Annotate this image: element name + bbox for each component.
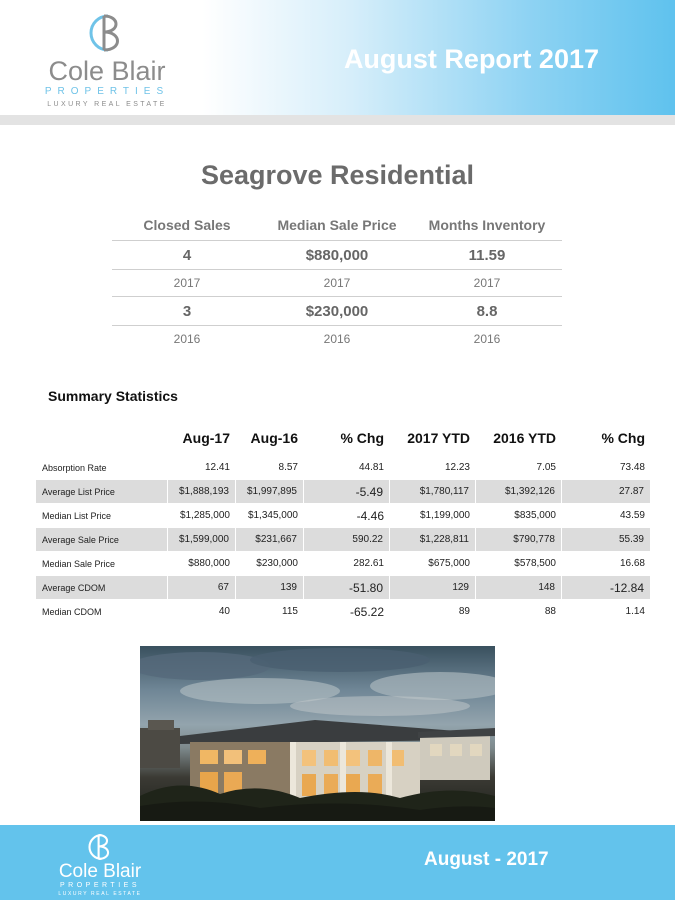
table-cell: $1,392,126 bbox=[476, 480, 562, 503]
kpi-value: 11.59 bbox=[412, 241, 562, 270]
table-cell: $1,599,000 bbox=[168, 528, 236, 551]
table-cell: $835,000 bbox=[514, 510, 556, 521]
table-cell: -65.22 bbox=[349, 604, 384, 619]
table-cell: 43.59 bbox=[619, 510, 645, 521]
table-cell: 44.81 bbox=[358, 462, 384, 473]
table-cell: $1,199,000 bbox=[419, 510, 470, 521]
page-header bbox=[0, 0, 675, 115]
table-cell: 1.14 bbox=[625, 606, 645, 617]
cb-monogram-icon bbox=[86, 12, 126, 54]
table-cell: $790,778 bbox=[476, 528, 562, 551]
table-row bbox=[36, 576, 651, 599]
table-cell: 590.22 bbox=[304, 528, 390, 551]
kpi-value: 8.8 bbox=[412, 297, 562, 326]
row-label: Absorption Rate bbox=[42, 462, 107, 473]
key-metrics-table bbox=[112, 210, 562, 352]
column-header: % Chg bbox=[601, 430, 645, 446]
column-header bbox=[36, 421, 168, 455]
footer-logo-subtagline: LUXURY REAL ESTATE bbox=[58, 891, 142, 897]
kpi-year: 2016 bbox=[323, 332, 351, 346]
table-cell: $1,997,895 bbox=[236, 480, 304, 503]
kpi-year: 2017 bbox=[262, 270, 412, 297]
table-cell: 12.41 bbox=[204, 462, 230, 473]
table-cell: 7.05 bbox=[536, 462, 556, 473]
table-cell: 139 bbox=[236, 576, 304, 599]
kpi-header: Closed Sales bbox=[112, 210, 262, 241]
row-label: Median CDOM bbox=[42, 606, 102, 617]
column-header: 2017 YTD bbox=[407, 430, 470, 446]
luxury-home-illustration bbox=[140, 646, 495, 821]
table-cell: 282.61 bbox=[353, 558, 384, 569]
row-label: Average CDOM bbox=[36, 576, 168, 599]
table-row bbox=[36, 552, 651, 575]
table-cell: $1,780,117 bbox=[390, 480, 476, 503]
kpi-year: 2016 bbox=[473, 332, 501, 346]
kpi-year: 2016 bbox=[173, 332, 201, 346]
column-header: 2016 YTD bbox=[493, 430, 556, 446]
table-cell: 40 bbox=[218, 606, 230, 617]
column-header: Aug-17 bbox=[182, 430, 230, 446]
row-label: Median List Price bbox=[42, 510, 112, 521]
table-cell: 129 bbox=[390, 576, 476, 599]
table-cell: 67 bbox=[168, 576, 236, 599]
footer-logo-name: Cole Blair bbox=[58, 861, 142, 882]
header-divider bbox=[0, 115, 675, 125]
table-cell: $230,000 bbox=[256, 558, 298, 569]
table-cell: 148 bbox=[476, 576, 562, 599]
table-row bbox=[36, 480, 651, 503]
column-header: Aug-16 bbox=[250, 430, 298, 446]
table-cell: -12.84 bbox=[562, 576, 651, 599]
row-label: Average Sale Price bbox=[36, 528, 168, 551]
table-cell: $1,285,000 bbox=[179, 510, 230, 521]
table-cell: 27.87 bbox=[562, 480, 651, 503]
footer-title: August - 2017 bbox=[424, 849, 549, 870]
table-cell: -5.49 bbox=[304, 480, 390, 503]
kpi-value: $880,000 bbox=[262, 241, 412, 270]
table-cell: $675,000 bbox=[428, 558, 470, 569]
table-cell: $1,345,000 bbox=[247, 510, 298, 521]
table-cell: $1,228,811 bbox=[390, 528, 476, 551]
kpi-header: Median Sale Price bbox=[262, 210, 412, 241]
report-title: August Report 2017 bbox=[343, 44, 599, 74]
area-title: Seagrove Residential bbox=[200, 160, 475, 190]
table-row bbox=[36, 528, 651, 551]
logo-name: Cole Blair bbox=[48, 56, 166, 86]
summary-statistics-table bbox=[36, 420, 651, 624]
kpi-header: Months Inventory bbox=[412, 210, 562, 241]
table-cell: 88 bbox=[544, 606, 556, 617]
kpi-value: 3 bbox=[112, 297, 262, 326]
table-cell: 89 bbox=[458, 606, 470, 617]
table-cell: -51.80 bbox=[304, 576, 390, 599]
table-cell: 73.48 bbox=[619, 462, 645, 473]
kpi-value: 4 bbox=[112, 241, 262, 270]
table-row bbox=[36, 504, 651, 527]
table-cell: 12.23 bbox=[444, 462, 470, 473]
summary-title: Summary Statistics bbox=[48, 388, 178, 404]
kpi-year: 2017 bbox=[112, 270, 262, 297]
cb-monogram-icon bbox=[86, 832, 114, 862]
property-photo bbox=[140, 646, 495, 821]
footer-logo-tagline: PROPERTIES bbox=[60, 882, 140, 889]
table-cell: 16.68 bbox=[619, 558, 645, 569]
table-cell: 8.57 bbox=[278, 462, 298, 473]
logo-subtagline: LUXURY REAL ESTATE bbox=[47, 101, 167, 108]
footer-logo bbox=[52, 830, 148, 896]
cole-blair-logo bbox=[36, 12, 178, 108]
table-row bbox=[36, 456, 651, 479]
table-cell: $880,000 bbox=[188, 558, 230, 569]
table-cell: $578,500 bbox=[514, 558, 556, 569]
summary-header-row bbox=[36, 421, 651, 455]
row-label: Average List Price bbox=[36, 480, 168, 503]
table-row bbox=[36, 600, 651, 623]
table-cell: 115 bbox=[282, 606, 298, 617]
table-cell: 55.39 bbox=[562, 528, 651, 551]
table-cell: $231,667 bbox=[236, 528, 304, 551]
kpi-year: 2017 bbox=[412, 270, 562, 297]
column-header: % Chg bbox=[340, 430, 384, 446]
kpi-value: $230,000 bbox=[262, 297, 412, 326]
row-label: Median Sale Price bbox=[42, 558, 116, 569]
page-footer bbox=[0, 825, 675, 900]
logo-tagline: PROPERTIES bbox=[44, 86, 170, 97]
table-cell: $1,888,193 bbox=[168, 480, 236, 503]
table-cell: -4.46 bbox=[356, 508, 384, 523]
